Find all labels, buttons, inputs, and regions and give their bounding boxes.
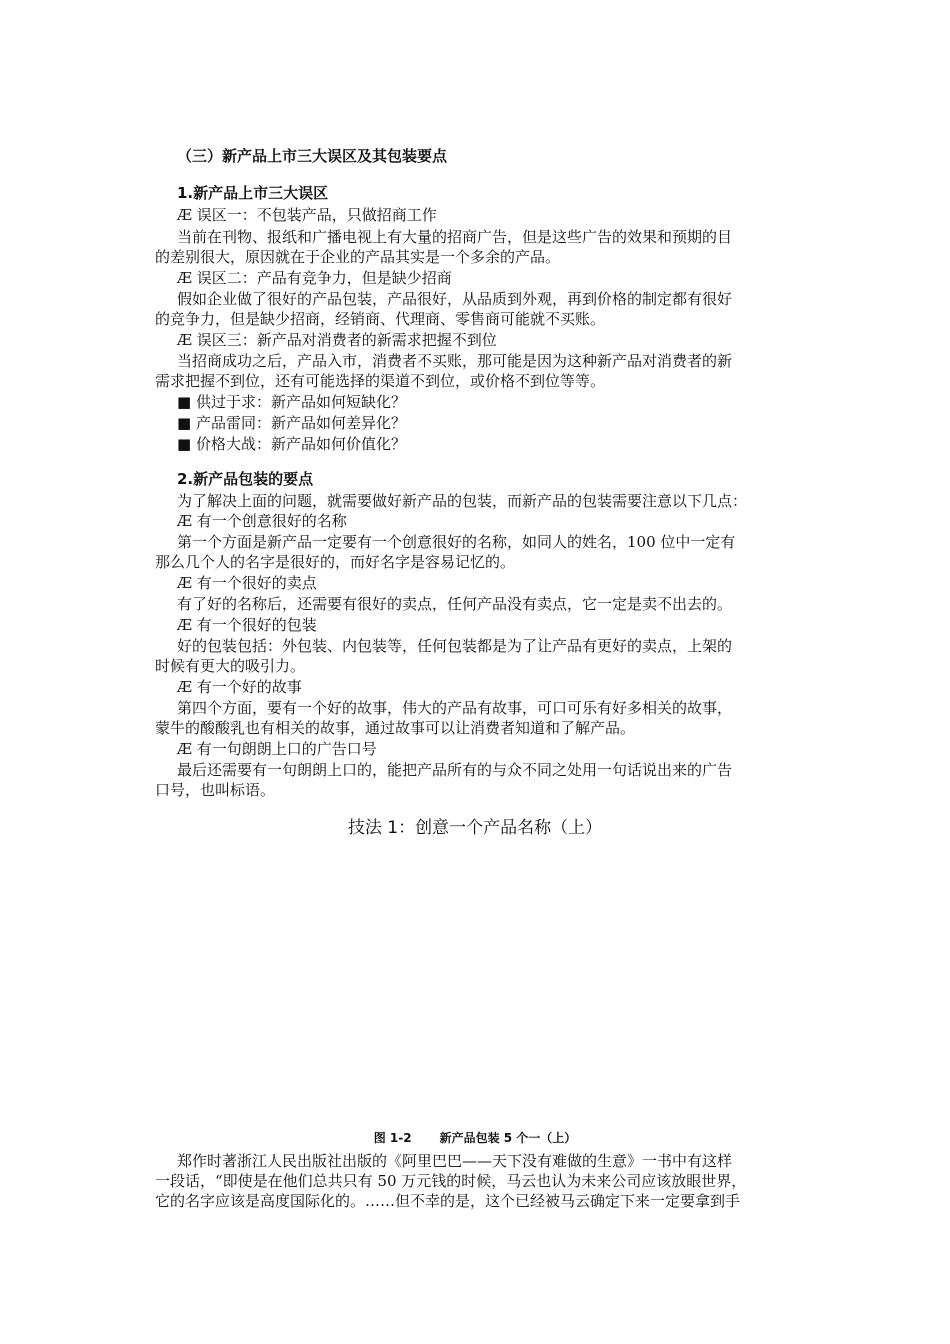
myth3-text-line2: 需求把握不到位，还有可能选择的渠道不到位，或价格不到位等等。 [155,372,606,390]
point5-text-line2: 口号，也叫标语。 [155,781,276,799]
figure-title: 新产品包装 5 个一（上） [439,1131,577,1145]
myth1-label: Æ 误区一：不包装产品，只做招商工作 [177,206,437,224]
point3-text-line1: 好的包装包括：外包装、内包装等，任何包装都是为了让产品有更好的卖点，上架的 [177,637,733,655]
technique-heading: 技法 1：创意一个产品名称（上） [347,818,603,838]
point3-text-line2: 时候有更大的吸引力。 [155,657,306,675]
point1-label: Æ 有一个创意很好的名称 [177,512,347,530]
myth1-text-line1: 当前在刊物、报纸和广播电视上有大量的招商广告，但是这些广告的效果和预期的目 [177,228,733,246]
section-title: （三）新产品上市三大误区及其包装要点 [177,147,448,165]
part2-heading: 2.新产品包装的要点 [177,470,314,488]
myth1-text-line2: 的差别很大，原因就在于企业的产品其实是一个多余的产品。 [155,248,561,266]
figure-area [155,850,805,1120]
myth2-text-line2: 的竞争力，但是缺少招商，经销商、代理商、零售商可能就不买账。 [155,310,606,328]
myth3-text-line1: 当招商成功之后，产品入市，消费者不买账，那可能是因为这种新产品对消费者的新 [177,352,733,370]
closing-line1: 郑作时著浙江人民出版社出版的《阿里巴巴——天下没有难做的生意》一书中有这样 [177,1152,733,1170]
bullet-item: ■ 价格大战：新产品如何价值化？ [177,435,406,453]
point1-text-line1: 第一个方面是新产品一定要有一个创意很好的名称，如同人的姓名，100 位中一定有 [177,533,736,551]
figure-number: 图 1-2 [373,1131,412,1145]
myth3-label: Æ 误区三：新产品对消费者的新需求把握不到位 [177,331,497,349]
closing-line2: 一段话，“即使是在他们总共只有 50 万元钱的时候，马云也认为未来公司应该放眼世界， [155,1172,747,1190]
point2-label: Æ 有一个很好的卖点 [177,574,317,592]
closing-line3: 它的名字应该是高度国际化的。……但不幸的是，这个已经被马云确定下来一定要拿到手 [155,1192,741,1210]
part2-intro: 为了解决上面的问题，就需要做好新产品的包装，而新产品的包装需要注意以下几点： [177,492,748,510]
bullet-item: ■ 供过于求：新产品如何短缺化？ [177,393,406,411]
point5-label: Æ 有一句朗朗上口的广告口号 [177,740,377,758]
point4-label: Æ 有一个好的故事 [177,678,302,696]
point1-text-line2: 那么几个人的名字是很好的，而好名字是容易记忆的。 [155,553,516,571]
myth2-label: Æ 误区二：产品有竞争力，但是缺少招商 [177,269,452,287]
point4-text-line2: 蒙牛的酸酸乳也有相关的故事，通过故事可以让消费者知道和了解产品。 [155,719,636,737]
bullet-item: ■ 产品雷同：新产品如何差异化？ [177,414,406,432]
myth2-text-line1: 假如企业做了很好的产品包装，产品很好，从品质到外观，再到价格的制定都有很好 [177,290,733,308]
point5-text-line1: 最后还需要有一句朗朗上口的，能把产品所有的与众不同之处用一句话说出来的广告 [177,761,733,779]
point3-label: Æ 有一个很好的包装 [177,616,317,634]
point2-text-line1: 有了好的名称后，还需要有很好的卖点，任何产品没有卖点，它一定是卖不出去的。 [177,595,733,613]
part1-heading: 1.新产品上市三大误区 [177,184,329,202]
figure-caption [0,1130,950,1146]
point4-text-line1: 第四个方面，要有一个好的故事，伟大的产品有故事，可口可乐有好多相关的故事， [177,699,733,717]
